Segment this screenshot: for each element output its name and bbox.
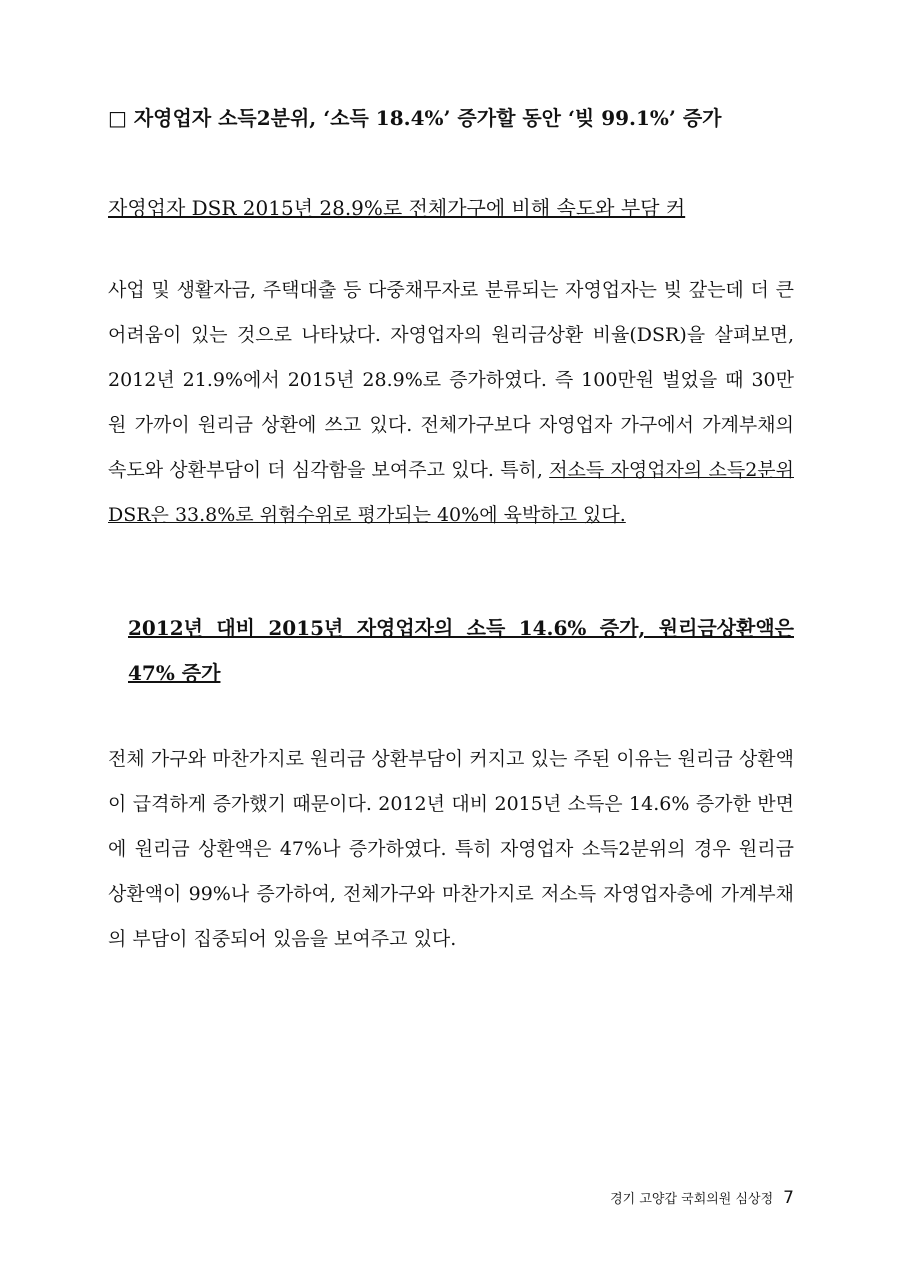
page-number: 7 [783,1188,794,1208]
subheading-dsr: 자영업자 DSR 2015년 28.9%로 전체가구에 비해 속도와 부담 커 [108,196,686,220]
paragraph-dsr-text: 사업 및 생활자금, 주택대출 등 다중채무자로 분류되는 자영업자는 빚 갚는데 더 큰 어려움이 있는 것으로 나타났다. 자영업자의 원리금상환 비율(DSR)을 살펴보면, 2012년 21.9%에서 2015년 28.9%로 증가하였다. 즉 100만원 벌었을 때 30만원 가까이 원리금 상환에 쓰고 있다. 전체가구보다 자영업자 가구에서 가계부채의 속도와 상환부담이 더 심각함을 보여주고 있다. 특히, [108,279,794,481]
paragraph-repayment: 전체 가구와 마찬가지로 원리금 상환부담이 커지고 있는 주된 이유는 원리금 상환액이 급격하게 증가했기 때문이다. 2012년 대비 2015년 소득은 14.6% 증가한 반면에 원리금 상환액은 47%나 증가하였다. 특히 자영업자 소득2분위의 경우 원리금 상환액이 99%나 증가하여, 전체가구와 마찬가지로 저소득 자영업자층에 가계부채의 부담이 집중되어 있음을 보여주고 있다. [108,748,794,950]
footer-author: 경기 고양갑 국회의원 심상정 [610,1192,774,1207]
section-heading: □ 자영업자 소득2분위, ‘소득 18.4%’ 증가할 동안 ‘빚 99.1%’ 증가 [108,106,722,130]
subheading-income-growth-text: 2012년 대비 2015년 자영업자의 소득 14.6% 증가, 원리금상환액은 47% 증가 [128,616,794,685]
page-footer [610,1186,794,1212]
paragraph-dsr-underlined: 저소득 자영업자의 소득2분위 DSR은 33.8%로 위험수위로 평가되는 40%에 육박하고 있다. [108,459,794,526]
paragraph-dsr [108,268,794,538]
subheading-income-growth [128,606,794,696]
